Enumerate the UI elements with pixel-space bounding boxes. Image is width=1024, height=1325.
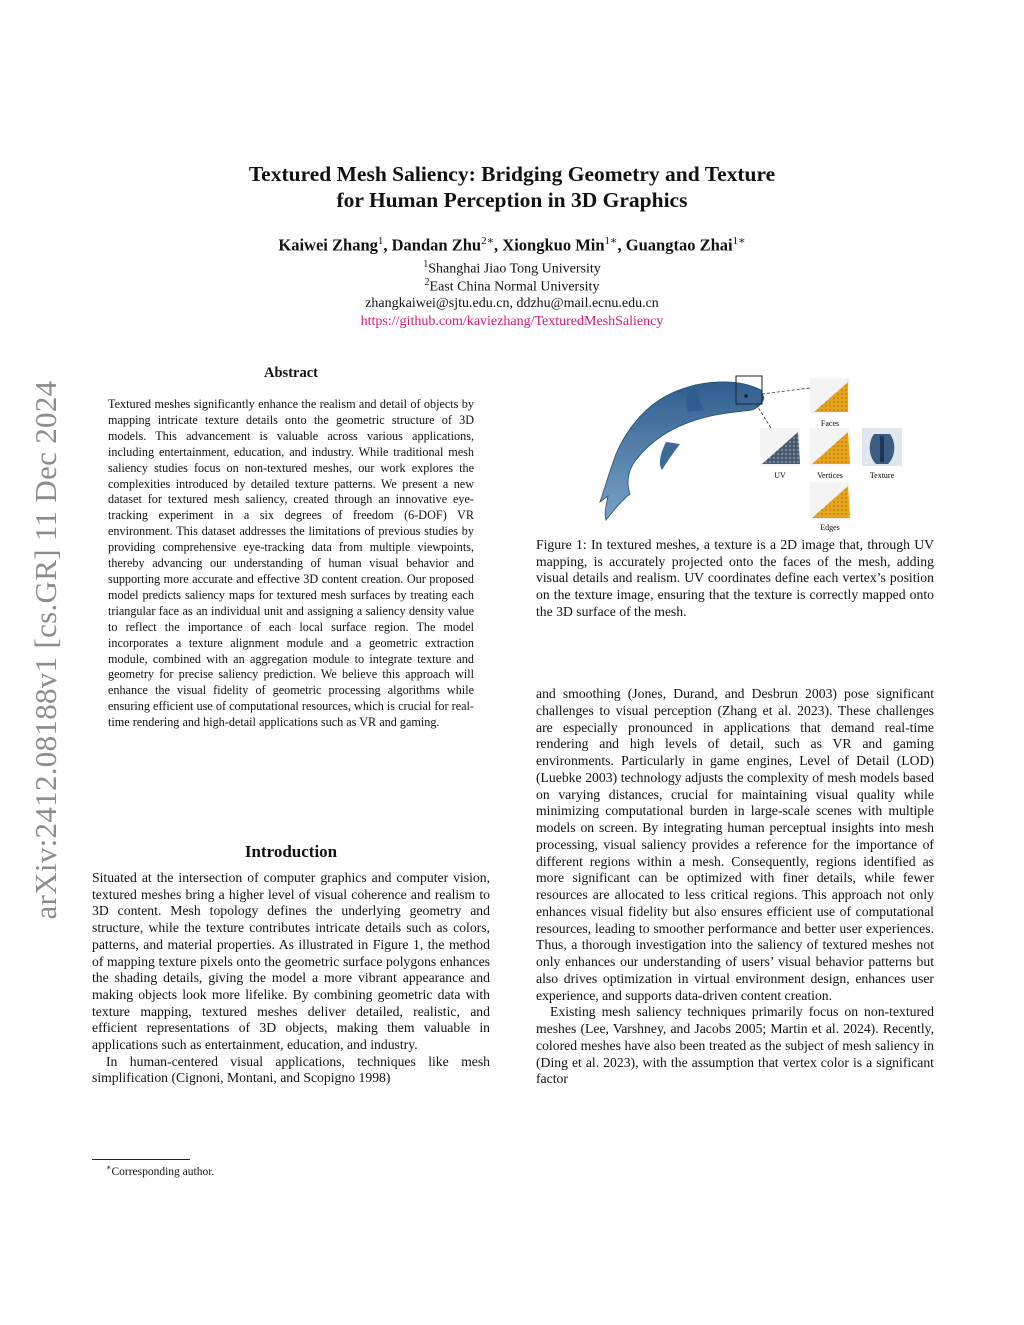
affiliation-name: Shanghai Jiao Tong University xyxy=(428,261,601,277)
paragraph: Situated at the intersection of computer graphics and computer vision, textured meshes bring a higher level of visual coherence and realism to 3D content. Mesh topology defines the underlying geometry and structure, while the texture contributes intricate details such as colors, patterns, and material properties. As illustrated in Figure 1, the method of mapping texture pixels onto the geometric surface polygons enhances the shading details, giving the model a more vibrant appearance and making objects look more lifelike. By combining geometric data with texture mapping, textured meshes deliver detailed, realistic, and efficient representations of 3D objects, making them valuable in applications such as entertainment, education, and industry. xyxy=(92,870,490,1053)
paper-title-line-1: Textured Mesh Saliency: Bridging Geometry and Texture xyxy=(248,162,776,186)
uv-label: UV xyxy=(774,471,786,480)
figure-1-caption: Figure 1: In textured meshes, a texture is a 2D image that, through UV mapping, is accurately projected onto the faces of the mesh, adding visual details and realism. UV coordinates define each vertex’s position on the texture image, ensuring that the texture is correctly mapped onto the 3D surface of the mesh. xyxy=(536,537,934,619)
paragraph: and smoothing (Jones, Durand, and Desbrun 2003) pose significant challenges to visual perception (Zhang et al. 2023). These challenges are especially pronounced in applications that demand real-time rendering and high levels of detail, such as VR and gaming environments. Particularly in game engines, Level of Detail (LOD) (Luebke 2003) technology adjusts the complexity of mesh models based on varying distances, crucial for maintaining visual quality while minimizing computational burden in large-scale scenes with multiple models on screen. By integrating human perceptual insights into mesh processing, visual saliency provides a reference for the importance of different regions within a mesh. Consequently, regions identified as more significant can be optimized with finer details, while fewer resources are allocated to less critical regions. This approach not only enhances visual fidelity but also ensures efficient use of computational resources, leading to smoother performance and better user experiences. Thus, a thorough investigation into the saliency of textured meshes not only enhances our understanding of users’ visual behavior patterns but also drives optimization in virtual environment design, enhances user experience, and supports data-driven content creation. xyxy=(536,686,934,1003)
edges-label: Edges xyxy=(820,523,840,532)
author-name: Xiongkuo Min xyxy=(502,235,605,255)
author-mark: 1 xyxy=(377,235,384,247)
footnote-mark: ∗ xyxy=(106,1163,112,1172)
repo-link[interactable]: https://github.com/kaviezhang/TexturedMeshSaliency xyxy=(360,314,664,329)
arxiv-identifier xyxy=(18,350,74,950)
author-mark: 1∗ xyxy=(604,235,618,247)
arxiv-identifier-text: arXiv:2412.08188v1 [cs.GR] 11 Dec 2024 xyxy=(28,380,63,920)
affiliation-1 xyxy=(120,259,904,278)
abstract-text: Textured meshes significantly enhance the realism and detail of objects by mapping intricate texture details onto the geometric structure of 3D models. This advancement is valuable across various applications, including entertainment, education, and industry. While traditional mesh saliency studies focus on non-textured meshes, our work explores the complexities introduced by detailed texture patterns. We present a new dataset for textured mesh saliency, created through an innovative eye-tracking experiment in a six degrees of freedom (6-DOF) VR environment. This dataset addresses the limitations of previous studies by providing comprehensive eye-tracking data from multiple viewpoints, thereby advancing our understanding of human visual behavior and supporting more accurate and effective 3D content creation. Our proposed model predicts saliency maps for textured mesh surfaces by treating each triangular face as an individual unit and assigning a saliency density value to reflect the importance of each local surface region. The model incorporates a texture alignment module and a geometric extraction module, combined with an aggregation module to integrate texture and geometry for precise saliency prediction. We believe this approach will enhance the visual fidelity of geometric processing algorithms while ensuring efficient use of computational resources, which is crucial for real-time rendering and high-detail applications such as VR and gaming. xyxy=(108,397,474,730)
faces-label: Faces xyxy=(820,419,840,428)
author-list: Kaiwei Zhang$^1$, Dandan Zhu$^{2∗}$, Xiongkuo Min$^{1∗}$, Guangtao Zhai$^{1∗}$ xyxy=(278,235,746,255)
right-column-body xyxy=(536,686,934,1088)
author-mark: 1∗ xyxy=(732,235,746,247)
affiliation-mark: 1 xyxy=(423,259,429,270)
abstract-heading: Abstract xyxy=(264,365,318,381)
paper-title-line-2: for Human Perception in 3D Graphics xyxy=(336,188,688,212)
texture-label: Texture xyxy=(869,471,895,480)
figure-1-illustration xyxy=(596,372,914,532)
affiliation-2 xyxy=(120,277,904,296)
author-name: Kaiwei Zhang xyxy=(278,235,378,255)
paragraph: In human-centered visual applications, techniques like mesh simplification (Cignoni, Montani, and Scopigno 1998) xyxy=(92,1053,490,1086)
affiliation-mark: 2 xyxy=(424,277,430,288)
affiliation-name: East China Normal University xyxy=(429,279,600,295)
footnote-rule xyxy=(92,1159,190,1160)
author-name: Dandan Zhu xyxy=(391,235,482,255)
introduction-body xyxy=(92,870,490,1087)
introduction-heading: Introduction xyxy=(244,842,338,861)
author-name: Guangtao Zhai xyxy=(625,235,733,255)
dolphin-mesh xyxy=(600,382,764,520)
author-emails: zhangkaiwei@sjtu.edu.cn, ddzhu@mail.ecnu.edu.cn xyxy=(365,296,659,311)
footnote xyxy=(106,1163,214,1178)
vertices-label: Vertices xyxy=(817,471,843,480)
paragraph: Existing mesh saliency techniques primarily focus on non-textured meshes (Lee, Varshney, and Jacobs 2005; Martin et al. 2024). Recently, colored meshes have also been treated as the subject of mesh saliency in (Ding et al. 2023), with the assumption that vertex color is a significant factor xyxy=(536,1004,934,1087)
author-mark: 2∗ xyxy=(481,235,495,247)
footnote-text: Corresponding author. xyxy=(111,1165,215,1178)
